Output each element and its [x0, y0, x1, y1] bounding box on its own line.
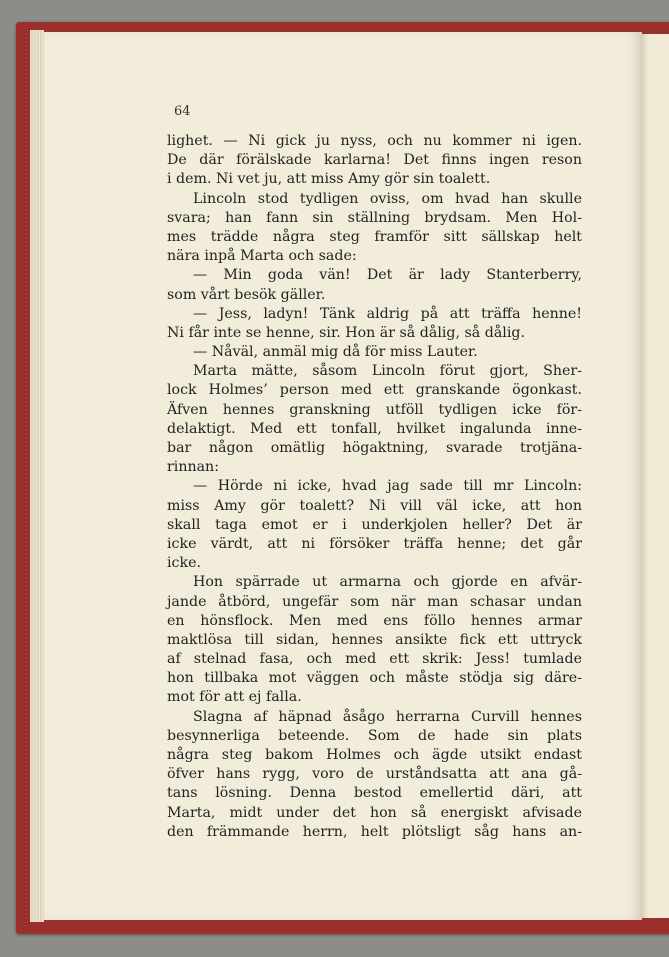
text-line: den främmande herrn, helt plötsligt såg hans an- [167, 823, 582, 840]
text-line: tans lösning. Denna bestod emellertid däri, att [167, 785, 582, 802]
text-line: lock Holmes’ person med ett granskande ögonkast. [167, 382, 582, 399]
text-line: Hon spärrade ut armarna och gjorde en afvär- [193, 574, 582, 591]
text-line: Marta, midt under det hon så energiskt afvisade [167, 804, 582, 821]
text-line: som vårt besök gäller. [167, 286, 326, 303]
text-line: af stelnad fasa, och med ett skrik: Jess! tumlade [167, 651, 582, 668]
text-line: jande åtbörd, ungefär som när man schasar undan [167, 593, 582, 610]
text-line: rinnan: [167, 459, 219, 476]
page-text [167, 132, 582, 842]
text-line: Lincoln stod tydligen oviss, om hvad han skulle [193, 190, 582, 207]
text-line: icke värdt, att ni försöker träffa henne; det går [167, 535, 582, 552]
text-line: — Jess, ladyn! Tänk aldrig på att träffa henne! [193, 305, 582, 322]
text-line: Äfven hennes granskning utföll tydligen icke för- [167, 401, 582, 418]
text-line: — Min goda vän! Det är lady Stanterberry, [193, 267, 582, 284]
text-line: Slagna af häpnad åsågo herrarna Curvill hennes [193, 708, 582, 725]
text-line: bar någon omätlig högaktning, svarade trotjäna- [167, 440, 582, 456]
text-line: — Nåväl, anmäl mig då för miss Lauter. [193, 344, 478, 361]
text-line: nära inpå Marta och sade: [167, 248, 357, 265]
cover-edge [22, 28, 28, 926]
text-line: öfver hans rygg, voro de urståndsatta att ana gå- [167, 766, 582, 783]
text-line: miss Amy gör toalett? Ni vill väl icke, att hon [167, 497, 582, 514]
text-line: delaktigt. Med ett tonfall, hvilket ingalunda inne- [167, 420, 582, 437]
page-stack-edge [30, 30, 44, 922]
text-line: skall taga emot er i underkjolen heller? Det är [167, 516, 582, 533]
text-line: maktlösa till sidan, hennes ansikte fick ett uttryck [167, 631, 582, 648]
text-line: hon tillbaka mot väggen och måste stödja sig däre- [167, 670, 582, 687]
page-number: 64 [174, 104, 191, 119]
facing-page-edge [642, 34, 669, 918]
text-line: mes trädde några steg framför sitt sällskap helt [167, 228, 582, 245]
text-line: i dem. Ni vet ju, att miss Amy gör sin toalett. [167, 171, 491, 188]
text-line: en hönsflock. Men med ens föllo hennes armar [167, 612, 582, 629]
text-line: De där förälskade karlarna! Det finns ingen reson [167, 152, 582, 169]
text-line: svara; han fann sin ställning brydsam. Men Hol- [167, 209, 582, 226]
text-line: Ni får inte se henne, sir. Hon är så dålig, så dålig. [167, 324, 525, 341]
text-line: lighet. — Ni gick ju nyss, och nu kommer ni igen. [167, 133, 582, 149]
text-line: mot för att ej falla. [167, 689, 302, 706]
text-line: några steg bakom Holmes och ägde utsikt endast [167, 747, 582, 763]
text-line: — Hörde ni icke, hvad jag sade till mr Lincoln: [193, 478, 582, 495]
text-line: besynnerliga beteende. Som de hade sin plats [167, 727, 582, 744]
text-line: Marta mätte, såsom Lincoln förut gjort, Sher- [193, 363, 582, 380]
text-line: icke. [167, 555, 201, 572]
